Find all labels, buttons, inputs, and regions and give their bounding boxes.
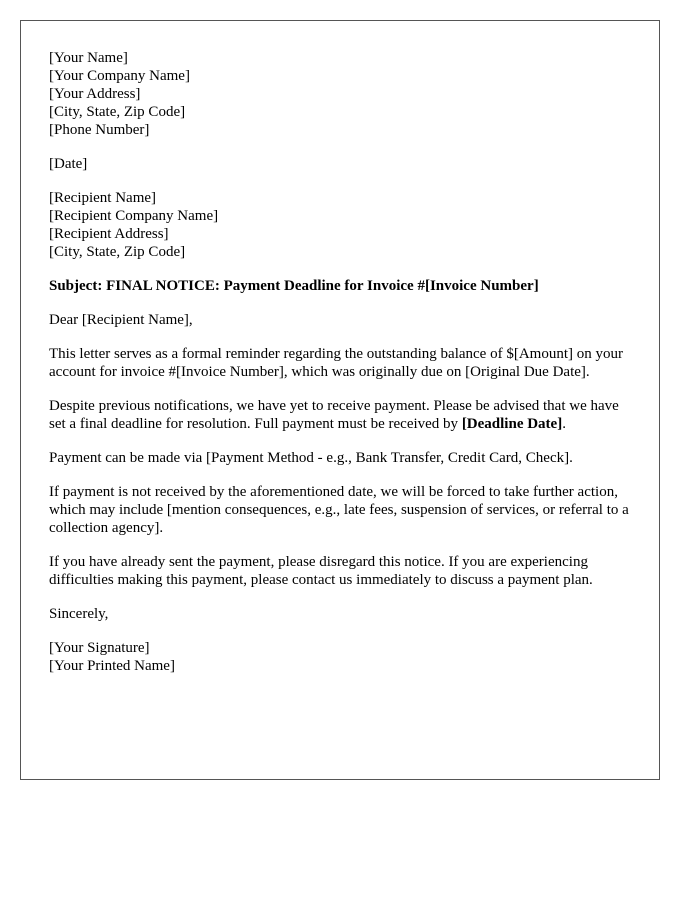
letter-document <box>20 20 660 780</box>
letter-date: [Date] <box>49 156 88 172</box>
recipient-block <box>49 189 631 261</box>
salutation: Dear [Recipient Name], <box>49 312 193 328</box>
recipient-address: [Recipient Address] <box>49 226 169 242</box>
recipient-company: [Recipient Company Name] <box>49 208 219 224</box>
subject-line: Subject: FINAL NOTICE: Payment Deadline for Invoice #[Invoice Number] <box>49 278 539 294</box>
body-paragraph-4: If payment is not received by the aforementioned date, we will be forced to take further action, which may include [mention consequences, e.g., late fees, suspension of services, or referral to a collection agency]. <box>49 484 629 536</box>
sender-company: [Your Company Name] <box>49 68 190 84</box>
sender-address: [Your Address] <box>49 86 141 102</box>
sender-phone: [Phone Number] <box>49 122 150 138</box>
date-block <box>49 155 631 173</box>
body-paragraph-2-end: . <box>562 416 566 432</box>
body-paragraph-2-text: Despite previous notifications, we have yet to receive payment. Please be advised that we have set a final deadline for resolution. Full payment must be received by <box>49 398 619 432</box>
closing: Sincerely, <box>49 606 109 622</box>
body-paragraph-3: Payment can be made via [Payment Method - e.g., Bank Transfer, Credit Card, Check]. <box>49 450 573 466</box>
body-paragraph-5: If you have already sent the payment, please disregard this notice. If you are experiencing difficulties making this payment, please contact us immediately to discuss a payment plan. <box>49 554 593 588</box>
sender-name: [Your Name] <box>49 50 128 66</box>
printed-name: [Your Printed Name] <box>49 658 175 674</box>
recipient-name: [Recipient Name] <box>49 190 157 206</box>
sender-block <box>49 49 631 139</box>
body-paragraph-2 <box>49 397 631 433</box>
sender-city-state-zip: [City, State, Zip Code] <box>49 104 186 120</box>
recipient-city-state-zip: [City, State, Zip Code] <box>49 244 186 260</box>
signature-block <box>49 639 631 675</box>
signature-placeholder: [Your Signature] <box>49 640 150 656</box>
deadline-date: [Deadline Date] <box>461 416 563 432</box>
body-paragraph-1: This letter serves as a formal reminder regarding the outstanding balance of $[Amount] on your account for invoice #[Invoice Number], which was originally due on [Original Due Date]. <box>49 346 623 380</box>
